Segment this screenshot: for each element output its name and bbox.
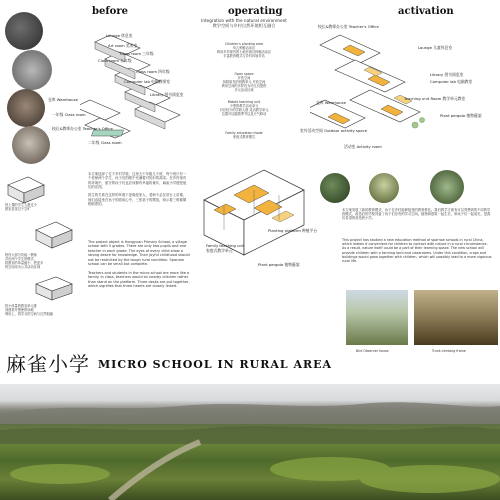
- photo-circle-2: [12, 50, 52, 90]
- photo-trunk-climbing: [414, 290, 498, 345]
- activation-label-computer-lab: Computer lab 电脑教室: [430, 79, 473, 84]
- header-activation: activation: [398, 6, 454, 17]
- caption-trunk-climbing: Trunk climbing frame: [432, 349, 466, 353]
- right-en-text: This project has studied a new education method of sparrow schools in rural China, which makes it convenient for children to contact with nature in a rural circumstance. As a result, nature itself could be a part of their learning space. The new school will provide children with a farming land and classrooms. Under this condition, crops and buildings would grow together with children, which will possibly lead to a more vigorous rural life.: [342, 238, 492, 264]
- operating-intro: Integration with the natural environment 教学空间与乡村自然环境相互融合: [201, 18, 287, 28]
- activation-label-library: Library 图书阅览室: [430, 72, 464, 77]
- middle-en-text: The project object is Hongyuan Primary School, a village school with 5 grades. There are only two pupils and one teacher in each grade. The eyes of every child show a strong desire for knowledge. Their joyful childhood should not be restricted by the tough rural condition. Sparrow school can be small but complete. Teachers and students in the micro school are more like a family. In class, teachers would sit nearby children rather than stand on the platform. Three desks are put together, which signifies that three hearts are closely linked.: [88, 240, 190, 289]
- before-label-art-room: Art room 美术室: [108, 43, 138, 48]
- axo-label-planting: Planting platform 种植平台: [268, 228, 318, 233]
- operating-family: Family education mode 家庭式教育模式: [225, 131, 263, 139]
- activation-label-warehouse: 仓库 Warehouse: [316, 100, 346, 105]
- before-label-library: Library 图书阅览室: [150, 92, 184, 97]
- photo-circle-1: [5, 12, 43, 50]
- before-label-class-4: Class room 四年级: [136, 69, 170, 74]
- photo-circle-7: [430, 170, 464, 204]
- photo-bird-observer: [346, 290, 408, 345]
- left-text-3: 将小体量的教室单元排 到建筑外围使的场地 利用上，将学习的空间与自然相融: [5, 304, 53, 316]
- before-label-class-5: Class room 五年级: [98, 58, 132, 63]
- title-chinese: 麻雀小学: [6, 352, 90, 376]
- left-text-1: 因上课的学生人数过少 教室显得过于空旷: [5, 203, 37, 211]
- before-label-computer-lab: Computer lab 电脑教师室: [124, 79, 171, 84]
- before-label-lounge: Lounge 休息室: [106, 33, 133, 38]
- header-operating: operating: [228, 6, 283, 17]
- before-label-office: 校长&教师办公室 Teacher's Office: [52, 126, 113, 131]
- before-label-class-2: 二年级 Class room: [88, 140, 122, 145]
- operating-mobile: Mobile teaching unit 小型的教学活动单元 对应较少的学龄人数 灵活教学单元 位置可以随着季节以及天气移动: [219, 100, 269, 116]
- left-text-2: 校内大部分功能一教师 对应两个学生的模式， 将教室的单量缩小，把更多 的空间用为公共活动区域: [5, 253, 44, 269]
- operating-open: Open space 开放空间 拆除原先的班教单元 开放空间 利用空间的多样性为幼儿们提供 多元活动区域: [221, 72, 267, 92]
- activation-label-plant-pergola: Plant pergola 植物藤架: [440, 113, 482, 118]
- landscape-photo: [0, 384, 500, 500]
- left-box-diagram-1: [4, 175, 48, 205]
- photo-circle-6: [369, 173, 399, 203]
- right-cn-text: 本方案发展了新的教育模式，孩子在乡村能够接受的教育教化。我们教学方面有可以剪想到的不同的学校模式，改造后的学校具备了孩子们应有的学习空间。植物和建筑一起生长，和孩子们一起成长，是我们希望的营造的小学。: [342, 208, 491, 221]
- activation-label-office: 校长&教师办公室 Teacher's Office: [318, 24, 379, 29]
- before-label-warehouse: 仓库 Warehouse: [48, 97, 78, 102]
- photo-circle-3: [7, 89, 45, 127]
- axo-label-plant: Plant pergola 植物藤架: [258, 262, 300, 267]
- activation-label-lounge: Lounge 儿童休息室: [418, 45, 453, 50]
- activation-label-outdoor: 室外活动空间 Outdoor activity space: [300, 128, 368, 133]
- photo-circle-5: [320, 173, 350, 203]
- photo-circle-4: [12, 126, 50, 164]
- activation-label-activity-room: 活动室 Activity room: [344, 144, 382, 149]
- operating-children: Children's planting area 幼儿种植活动区 利用乡村现有的土地开辟自种植活动区 丰富教育模式与乡村环境对话: [216, 42, 272, 58]
- activation-label-teaching-unit: Teaching unit Room 教学单元教室: [404, 96, 466, 101]
- axo-label-family: Family teaching unit 家庭式教学单元: [206, 243, 245, 253]
- center-axonometric: [194, 160, 314, 275]
- middle-cn-text: 本方案选择了位于乡村学校，这里五个年级几个班，每个班只有一个老师两个学生，孩子们的眼中充满着对知识的渴求。在乡村现有的环境中，留守的孩子们也应该拥有幸福的童年，麻雀小学便是他们的乐园。 将生的关系在这样的环境下更像是家人，老师不必在讲台上讲课，他们直接坐在孩子的面前心中，三张桌子的摆放，暗示着三般紧紧相联系的。: [88, 172, 187, 207]
- title-english: MICRO SCHOOL IN RURAL AREA: [98, 358, 333, 371]
- before-label-class-1: 一年级 Class room: [52, 112, 86, 117]
- caption-bird-observer: Bird Observer house: [356, 349, 389, 353]
- left-box-diagram-3: [32, 276, 78, 302]
- header-before: before: [92, 6, 128, 17]
- before-label-class-3: Class room 三年级: [120, 51, 154, 56]
- left-box-diagram-2: [32, 220, 78, 250]
